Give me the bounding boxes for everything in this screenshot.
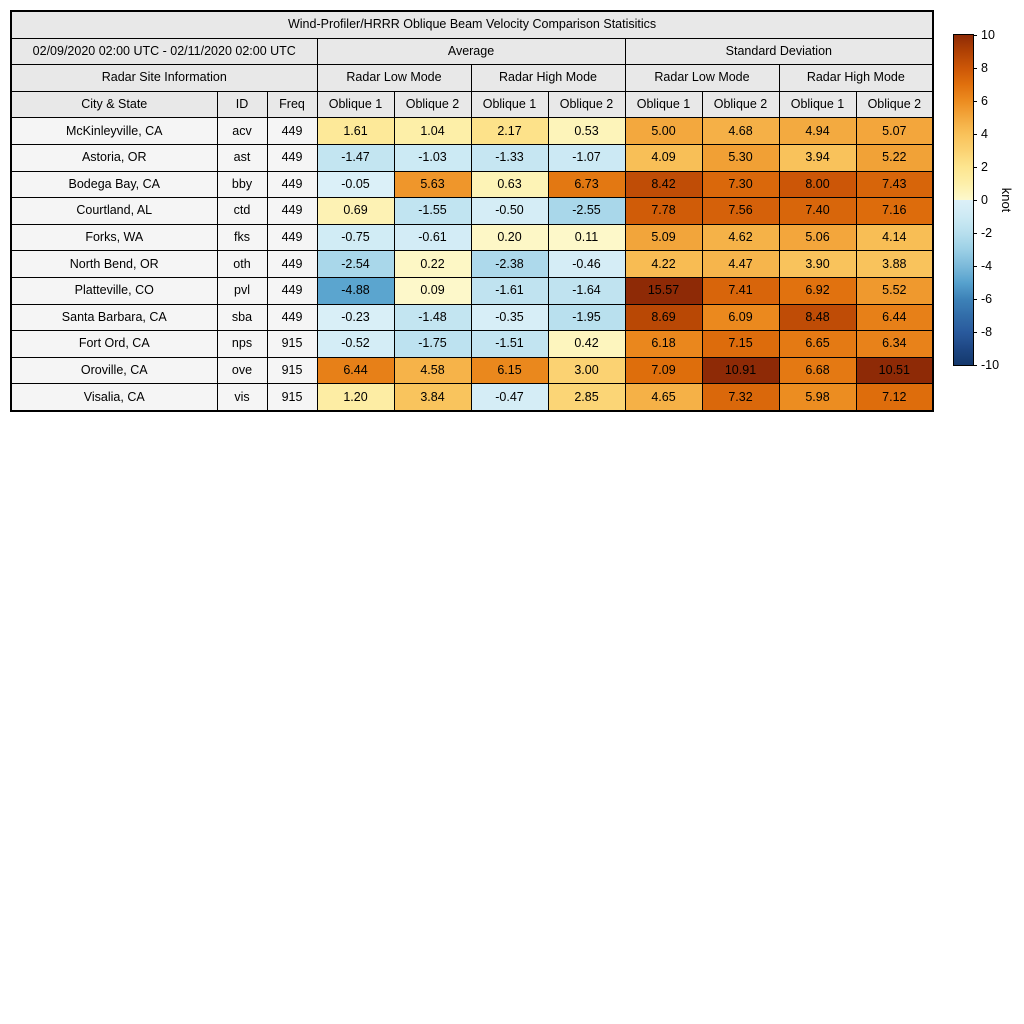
- value-cell: 4.94: [779, 118, 856, 145]
- value-cell: 6.34: [856, 331, 933, 358]
- value-cell: 7.30: [702, 171, 779, 198]
- value-cell: 4.62: [702, 224, 779, 251]
- value-cell: 7.12: [856, 384, 933, 411]
- value-cell: 7.56: [702, 198, 779, 225]
- colorbar-tick-mark: [973, 332, 977, 333]
- colorbar-tick: [973, 28, 995, 42]
- value-cell: -0.61: [394, 224, 471, 251]
- value-cell: 5.07: [856, 118, 933, 145]
- value-cell: 6.65: [779, 331, 856, 358]
- value-cell: 6.92: [779, 277, 856, 304]
- colorbar-tick-label: -4: [981, 259, 993, 273]
- value-cell: 3.00: [548, 357, 625, 384]
- site-id-cell: pvl: [217, 277, 267, 304]
- oblique1-col-header: Oblique 1: [779, 91, 856, 118]
- colorbar-tick: [973, 325, 992, 339]
- colorbar-tick-label: -6: [981, 292, 993, 306]
- oblique1-col-header: Oblique 1: [625, 91, 702, 118]
- table-row: [11, 331, 933, 358]
- site-id-cell: nps: [217, 331, 267, 358]
- value-cell: 4.65: [625, 384, 702, 411]
- avg-low-mode-header: Radar Low Mode: [317, 65, 471, 92]
- table-row: [11, 224, 933, 251]
- value-cell: 4.14: [856, 224, 933, 251]
- site-id-cell: ast: [217, 144, 267, 171]
- value-cell: 0.42: [548, 331, 625, 358]
- freq-cell: 449: [267, 224, 317, 251]
- value-cell: 6.68: [779, 357, 856, 384]
- table-row: [11, 357, 933, 384]
- value-cell: 2.85: [548, 384, 625, 411]
- freq-cell: 449: [267, 171, 317, 198]
- value-cell: 4.09: [625, 144, 702, 171]
- oblique2-col-header: Oblique 2: [702, 91, 779, 118]
- table-row: [11, 251, 933, 278]
- city-state-cell: Fort Ord, CA: [11, 331, 217, 358]
- oblique2-col-header: Oblique 2: [394, 91, 471, 118]
- value-cell: 7.09: [625, 357, 702, 384]
- oblique1-col-header: Oblique 1: [471, 91, 548, 118]
- oblique2-col-header: Oblique 2: [856, 91, 933, 118]
- site-id-cell: oth: [217, 251, 267, 278]
- value-cell: -0.05: [317, 171, 394, 198]
- column-header-row: [11, 91, 933, 118]
- table-row: [11, 118, 933, 145]
- value-cell: 7.15: [702, 331, 779, 358]
- site-info-header: Radar Site Information: [11, 65, 317, 92]
- colorbar-tick-label: -10: [981, 358, 1000, 372]
- value-cell: 5.00: [625, 118, 702, 145]
- colorbar-tick-mark: [973, 35, 977, 36]
- value-cell: -2.55: [548, 198, 625, 225]
- colorbar-tick: [973, 193, 988, 207]
- value-cell: 6.15: [471, 357, 548, 384]
- colorbar-tick-mark: [973, 365, 977, 366]
- value-cell: 6.73: [548, 171, 625, 198]
- colorbar-tick: [973, 127, 988, 141]
- value-cell: -1.64: [548, 277, 625, 304]
- value-cell: -0.75: [317, 224, 394, 251]
- site-id-cell: ove: [217, 357, 267, 384]
- value-cell: -0.23: [317, 304, 394, 331]
- value-cell: 7.41: [702, 277, 779, 304]
- city-state-cell: Forks, WA: [11, 224, 217, 251]
- col-id-header: ID: [217, 91, 267, 118]
- value-cell: 10.91: [702, 357, 779, 384]
- value-cell: 6.44: [856, 304, 933, 331]
- city-state-cell: Astoria, OR: [11, 144, 217, 171]
- colorbar-tick-mark: [973, 134, 977, 135]
- oblique1-col-header: Oblique 1: [317, 91, 394, 118]
- colorbar-unit-label: knot: [999, 187, 1014, 213]
- value-cell: -1.51: [471, 331, 548, 358]
- value-cell: 8.00: [779, 171, 856, 198]
- freq-cell: 449: [267, 251, 317, 278]
- col-freq-header: Freq: [267, 91, 317, 118]
- value-cell: -1.61: [471, 277, 548, 304]
- value-cell: 7.32: [702, 384, 779, 411]
- std-low-mode-header: Radar Low Mode: [625, 65, 779, 92]
- site-id-cell: ctd: [217, 198, 267, 225]
- table-row: [11, 198, 933, 225]
- freq-cell: 449: [267, 144, 317, 171]
- freq-cell: 449: [267, 277, 317, 304]
- value-cell: 5.22: [856, 144, 933, 171]
- freq-cell: 915: [267, 357, 317, 384]
- value-cell: 15.57: [625, 277, 702, 304]
- value-cell: 3.88: [856, 251, 933, 278]
- value-cell: 5.30: [702, 144, 779, 171]
- date-range: 02/09/2020 02:00 UTC - 02/11/2020 02:00 UTC: [11, 38, 317, 65]
- colorbar-tick-mark: [973, 266, 977, 267]
- city-state-cell: Oroville, CA: [11, 357, 217, 384]
- group-header-row: [11, 38, 933, 65]
- colorbar-tick-mark: [973, 233, 977, 234]
- value-cell: -1.07: [548, 144, 625, 171]
- colorbar-tick: [973, 358, 999, 372]
- value-cell: 0.53: [548, 118, 625, 145]
- group-std-header: Standard Deviation: [625, 38, 933, 65]
- value-cell: 3.84: [394, 384, 471, 411]
- value-cell: -1.75: [394, 331, 471, 358]
- freq-cell: 915: [267, 384, 317, 411]
- value-cell: 4.58: [394, 357, 471, 384]
- value-cell: 6.09: [702, 304, 779, 331]
- col-city-state-header: City & State: [11, 91, 217, 118]
- value-cell: 0.69: [317, 198, 394, 225]
- colorbar-tick: [973, 61, 988, 75]
- colorbar-tick-label: 2: [981, 160, 988, 174]
- value-cell: -1.03: [394, 144, 471, 171]
- value-cell: 8.42: [625, 171, 702, 198]
- value-cell: 3.90: [779, 251, 856, 278]
- value-cell: -0.46: [548, 251, 625, 278]
- colorbar-tick: [973, 226, 992, 240]
- table-row: [11, 171, 933, 198]
- value-cell: 0.11: [548, 224, 625, 251]
- table-row: [11, 144, 933, 171]
- value-cell: 6.18: [625, 331, 702, 358]
- value-cell: -1.55: [394, 198, 471, 225]
- city-state-cell: Visalia, CA: [11, 384, 217, 411]
- oblique2-col-header: Oblique 2: [548, 91, 625, 118]
- table-row: [11, 384, 933, 411]
- site-id-cell: vis: [217, 384, 267, 411]
- value-cell: 5.98: [779, 384, 856, 411]
- colorbar-tick-label: 6: [981, 94, 988, 108]
- colorbar-tick-label: 4: [981, 127, 988, 141]
- colorbar-tick-label: -2: [981, 226, 993, 240]
- value-cell: 8.69: [625, 304, 702, 331]
- value-cell: -0.35: [471, 304, 548, 331]
- value-cell: 4.68: [702, 118, 779, 145]
- value-cell: 0.63: [471, 171, 548, 198]
- std-high-mode-header: Radar High Mode: [779, 65, 933, 92]
- value-cell: 4.47: [702, 251, 779, 278]
- colorbar-tick-mark: [973, 167, 977, 168]
- value-cell: 0.09: [394, 277, 471, 304]
- value-cell: 2.17: [471, 118, 548, 145]
- value-cell: -0.50: [471, 198, 548, 225]
- table-row: [11, 304, 933, 331]
- value-cell: -1.95: [548, 304, 625, 331]
- colorbar-tick-mark: [973, 101, 977, 102]
- site-id-cell: sba: [217, 304, 267, 331]
- title-row: [11, 11, 933, 38]
- colorbar-tick: [973, 160, 988, 174]
- city-state-cell: Courtland, AL: [11, 198, 217, 225]
- colorbar-tick-mark: [973, 200, 977, 201]
- value-cell: 7.40: [779, 198, 856, 225]
- value-cell: 1.61: [317, 118, 394, 145]
- value-cell: 5.09: [625, 224, 702, 251]
- avg-high-mode-header: Radar High Mode: [471, 65, 625, 92]
- value-cell: -2.54: [317, 251, 394, 278]
- freq-cell: 449: [267, 198, 317, 225]
- freq-cell: 449: [267, 118, 317, 145]
- group-average-header: Average: [317, 38, 625, 65]
- table-row: [11, 277, 933, 304]
- value-cell: -4.88: [317, 277, 394, 304]
- value-cell: 4.22: [625, 251, 702, 278]
- city-state-cell: Bodega Bay, CA: [11, 171, 217, 198]
- value-cell: -1.48: [394, 304, 471, 331]
- site-id-cell: acv: [217, 118, 267, 145]
- mode-header-row: [11, 65, 933, 92]
- city-state-cell: North Bend, OR: [11, 251, 217, 278]
- colorbar-tick-label: 8: [981, 61, 988, 75]
- stats-table: [10, 10, 934, 412]
- value-cell: 8.48: [779, 304, 856, 331]
- site-id-cell: bby: [217, 171, 267, 198]
- value-cell: 5.06: [779, 224, 856, 251]
- city-state-cell: Platteville, CO: [11, 277, 217, 304]
- colorbar-tick-mark: [973, 68, 977, 69]
- colorbar-gradient: [953, 34, 974, 366]
- colorbar-tick-label: -8: [981, 325, 993, 339]
- value-cell: 3.94: [779, 144, 856, 171]
- freq-cell: 915: [267, 331, 317, 358]
- value-cell: 7.43: [856, 171, 933, 198]
- value-cell: 5.63: [394, 171, 471, 198]
- colorbar: [953, 28, 1024, 372]
- colorbar-tick-label: 0: [981, 193, 988, 207]
- value-cell: -1.33: [471, 144, 548, 171]
- value-cell: -0.47: [471, 384, 548, 411]
- colorbar-tick-label: 10: [981, 28, 995, 42]
- value-cell: 6.44: [317, 357, 394, 384]
- value-cell: 0.20: [471, 224, 548, 251]
- value-cell: 7.16: [856, 198, 933, 225]
- site-id-cell: fks: [217, 224, 267, 251]
- value-cell: -0.52: [317, 331, 394, 358]
- colorbar-tick: [973, 292, 992, 306]
- value-cell: 1.20: [317, 384, 394, 411]
- value-cell: 10.51: [856, 357, 933, 384]
- value-cell: -2.38: [471, 251, 548, 278]
- table-body: [11, 118, 933, 411]
- value-cell: 5.52: [856, 277, 933, 304]
- city-state-cell: Santa Barbara, CA: [11, 304, 217, 331]
- value-cell: 1.04: [394, 118, 471, 145]
- colorbar-tick-mark: [973, 299, 977, 300]
- colorbar-tick: [973, 94, 988, 108]
- city-state-cell: McKinleyville, CA: [11, 118, 217, 145]
- colorbar-tick: [973, 259, 992, 273]
- freq-cell: 449: [267, 304, 317, 331]
- value-cell: -1.47: [317, 144, 394, 171]
- value-cell: 7.78: [625, 198, 702, 225]
- value-cell: 0.22: [394, 251, 471, 278]
- table-title: Wind-Profiler/HRRR Oblique Beam Velocity Comparison Statisitics: [11, 11, 933, 38]
